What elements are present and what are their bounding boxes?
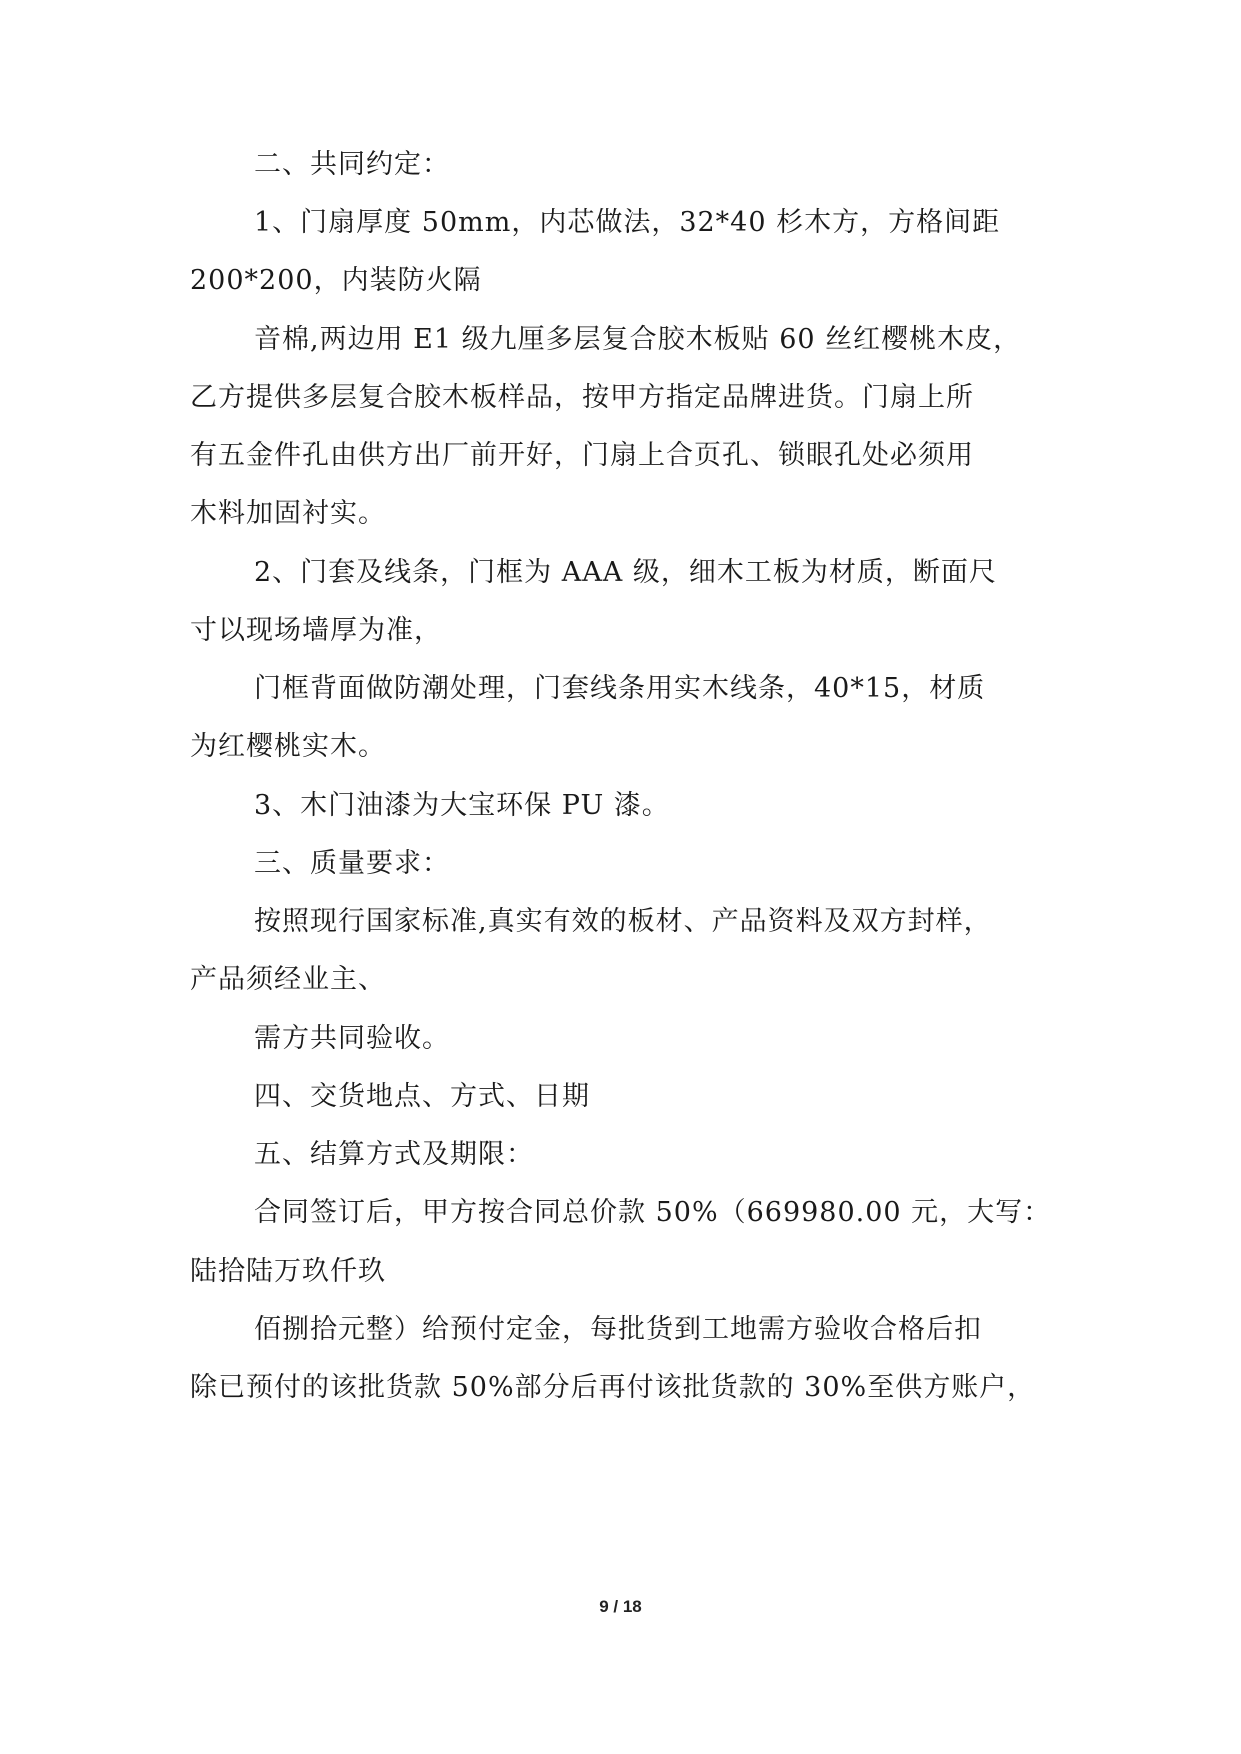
paragraph-line: 佰捌拾元整）给预付定金，每批货到工地需方验收合格后扣 bbox=[254, 1314, 982, 1345]
paragraph-line: 3、木门油漆为大宝环保 PU 漆。 bbox=[254, 790, 670, 821]
paragraph-line: 陆拾陆万玖仟玖 bbox=[190, 1256, 386, 1287]
section-heading-agreement: 二、共同约定： bbox=[254, 149, 450, 180]
paragraph-line: 有五金件孔由供方出厂前开好，门扇上合页孔、锁眼孔处必须用 bbox=[190, 440, 974, 471]
paragraph-line: 为红樱桃实木。 bbox=[190, 731, 386, 762]
section-heading-quality: 三、质量要求： bbox=[254, 848, 450, 879]
paragraph-line: 木料加固衬实。 bbox=[190, 498, 386, 529]
page-number: 9 / 18 bbox=[599, 1597, 642, 1616]
paragraph-line: 合同签订后，甲方按合同总价款 50%（669980.00 元，大写： bbox=[254, 1197, 1052, 1228]
paragraph-line: 按照现行国家标准,真实有效的板材、产品资料及双方封样， bbox=[254, 906, 992, 937]
paragraph-line: 除已预付的该批货款 50%部分后再付该批货款的 30%至供方账户， bbox=[190, 1372, 1036, 1403]
section-heading-delivery: 四、交货地点、方式、日期 bbox=[254, 1081, 590, 1112]
paragraph-line: 产品须经业主、 bbox=[190, 964, 386, 995]
paragraph-line: 乙方提供多层复合胶木板样品，按甲方指定品牌进货。门扇上所 bbox=[190, 382, 974, 413]
paragraph-line: 门框背面做防潮处理，门套线条用实木线条，40*15，材质 bbox=[254, 673, 986, 704]
paragraph-line: 寸以现场墙厚为准， bbox=[190, 615, 442, 646]
section-heading-settlement: 五、结算方式及期限： bbox=[254, 1139, 534, 1170]
paragraph-line: 音棉,两边用 E1 级九厘多层复合胶木板贴 60 丝红樱桃木皮， bbox=[254, 324, 1022, 355]
paragraph-line: 2、门套及线条，门框为 AAA 级，细木工板为材质，断面尺 bbox=[254, 557, 997, 588]
paragraph-line: 需方共同验收。 bbox=[254, 1023, 450, 1054]
paragraph-line: 200*200，内装防火隔 bbox=[190, 265, 482, 296]
paragraph-line: 1、门扇厚度 50mm，内芯做法，32*40 杉木方，方格间距 bbox=[254, 207, 1001, 238]
